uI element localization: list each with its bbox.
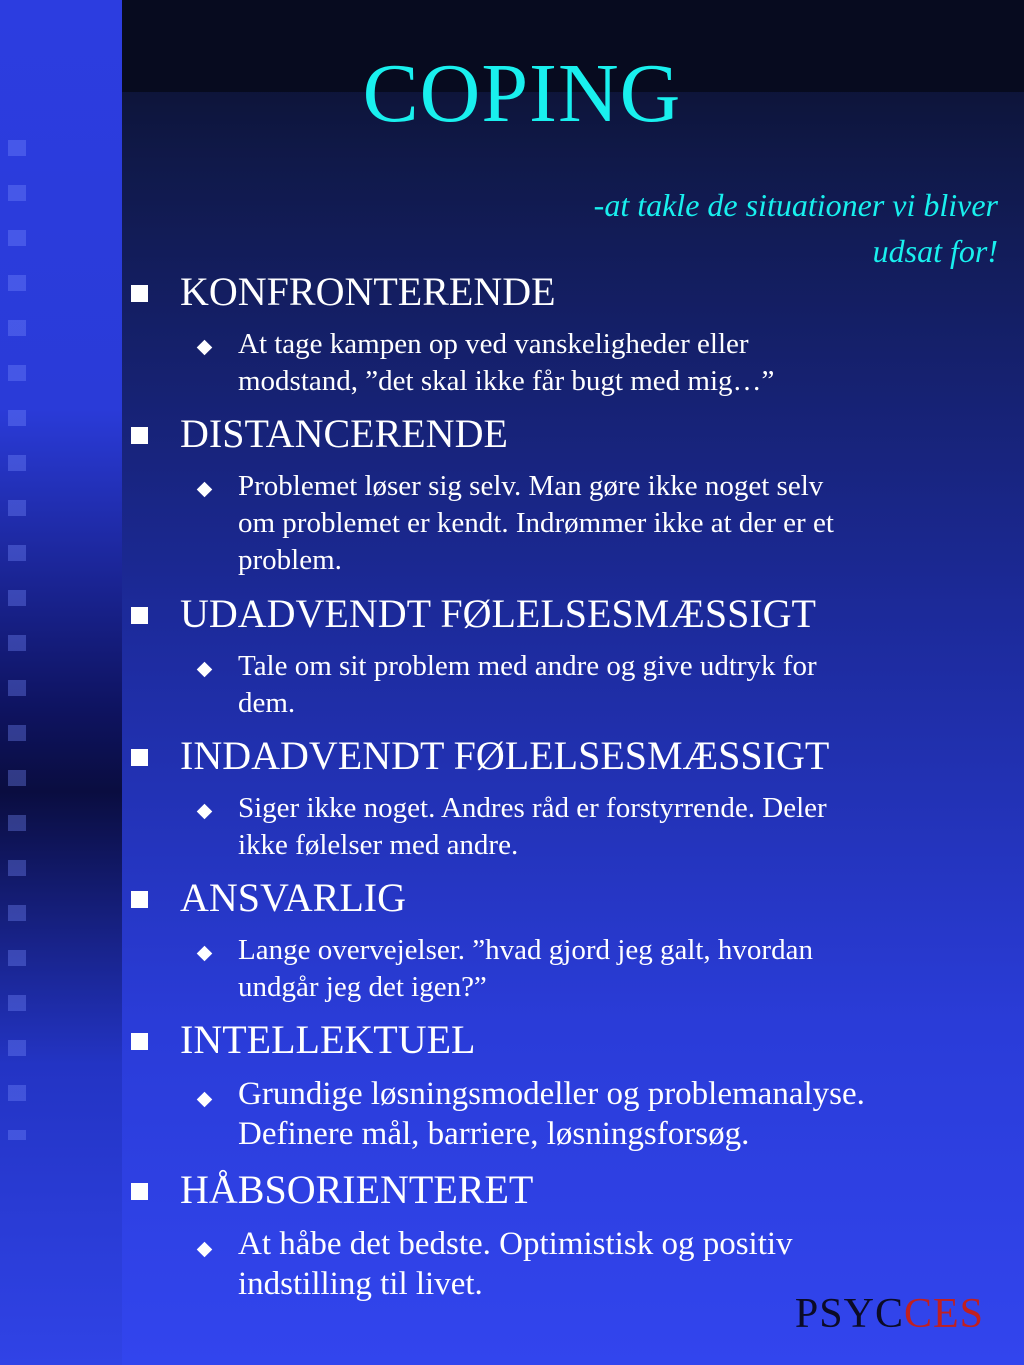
description-line: At tage kampen op ved vanskeligheder eller	[238, 328, 749, 360]
item-heading: HÅBSORIENTERET	[180, 1167, 534, 1212]
description-line: om problemet er kendt. Indrømmer ikke at der er et	[238, 507, 834, 539]
item-description	[238, 790, 968, 864]
description-line: At håbe det bedste. Optimistisk og positiv	[238, 1226, 793, 1262]
description-line: Tale om sit problem med andre og give udtryk for	[238, 650, 817, 682]
item-description	[238, 932, 968, 1006]
item-heading: INDADVENDT FØLELSESMÆSSIGT	[180, 733, 830, 778]
psycces-logo	[795, 1293, 984, 1335]
diamond-bullet-icon	[197, 662, 213, 678]
description-line: indstilling til livet.	[238, 1266, 483, 1302]
square-bullet-icon	[131, 749, 148, 766]
slide-title: COPING	[362, 47, 682, 140]
square-bullet-icon	[131, 891, 148, 908]
subtitle-line-1: -at takle de situationer vi bliver	[593, 187, 998, 223]
subtitle-line-2: udsat for!	[872, 233, 998, 269]
diamond-bullet-icon	[197, 1242, 213, 1258]
square-bullet-icon	[131, 607, 148, 624]
diamond-bullet-icon	[197, 482, 213, 498]
description-line: Grundige løsningsmodeller og problemanalyse.	[238, 1076, 865, 1112]
left-decorative-strip	[0, 0, 122, 1365]
square-bullet-icon	[131, 1183, 148, 1200]
item-heading: UDADVENDT FØLELSESMÆSSIGT	[180, 591, 816, 636]
square-pattern	[8, 140, 26, 1140]
description-line: modstand, ”det skal ikke får bugt med mig…”	[238, 365, 775, 397]
description-line: dem.	[238, 687, 296, 719]
item-heading: KONFRONTERENDE	[180, 269, 556, 314]
description-line: Problemet løser sig selv. Man gøre ikke noget selv	[238, 470, 824, 502]
item-heading: DISTANCERENDE	[180, 411, 508, 456]
item-heading: INTELLEKTUEL	[180, 1017, 476, 1062]
logo-part-dark: PSYC	[794, 1291, 904, 1337]
item-description	[238, 468, 968, 579]
item-description	[238, 326, 968, 400]
item-description	[238, 1074, 968, 1154]
description-line: ikke følelser med andre.	[238, 829, 519, 861]
description-line: Definere mål, barriere, løsningsforsøg.	[238, 1116, 750, 1152]
item-description	[238, 648, 968, 722]
diamond-bullet-icon	[197, 804, 213, 820]
description-line: Siger ikke noget. Andres råd er forstyrrende. Deler	[238, 792, 827, 824]
square-bullet-icon	[131, 285, 148, 302]
diamond-bullet-icon	[197, 340, 213, 356]
diamond-bullet-icon	[197, 1092, 213, 1108]
slide-subtitle	[478, 182, 998, 274]
description-line: Lange overvejelser. ”hvad gjord jeg galt, hvordan	[238, 934, 813, 966]
item-heading: ANSVARLIG	[180, 875, 406, 920]
description-line: undgår jeg det igen?”	[238, 971, 487, 1003]
logo-part-red: CES	[903, 1291, 984, 1337]
square-bullet-icon	[131, 1033, 148, 1050]
diamond-bullet-icon	[197, 946, 213, 962]
description-line: problem.	[238, 544, 342, 576]
square-bullet-icon	[131, 427, 148, 444]
